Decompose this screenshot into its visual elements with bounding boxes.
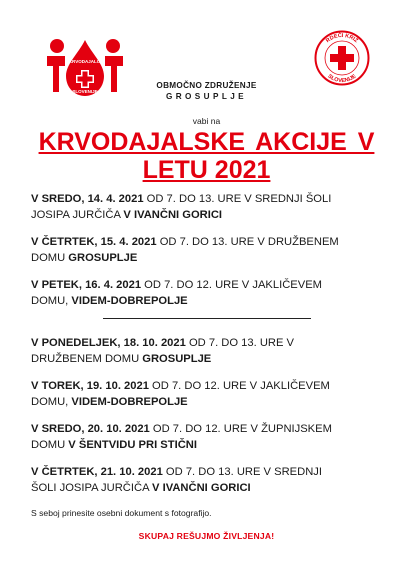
event-location: GROSUPLJE — [142, 353, 212, 365]
event-location: V IVANČNI GORICI — [123, 209, 223, 221]
page-title-line1: KRVODAJALSKE AKCIJE V — [38, 128, 375, 156]
left-logo-text-top: KRVODAJALCI — [68, 59, 102, 64]
event-location: V IVANČNI GORICI — [152, 482, 251, 494]
event-date: V PONEDELJEK, 18. 10. 2021 — [31, 337, 186, 349]
event-date: V SREDO, 20. 10. 2021 — [31, 423, 150, 435]
event-place: DRUŽBENEM DOMU — [31, 353, 143, 365]
invite-text: vabi na — [192, 116, 221, 126]
event-date: V ČETRTEK, 15. 4. 2021 — [31, 236, 157, 248]
event-entry — [31, 378, 391, 410]
org-location: GROSUPLJE — [165, 92, 248, 101]
event-place: DOMU — [31, 252, 69, 264]
event-place: JOSIPA JURČIČA — [31, 209, 124, 221]
event-place: DOMU, — [31, 396, 72, 408]
event-place: DOMU, — [31, 295, 72, 307]
event-time: OD 7. DO 13. URE V DRUŽBENEM — [156, 236, 339, 248]
event-location: VIDEM-DOBREPOLJE — [71, 295, 188, 307]
red-cross-slovenia-logo — [314, 30, 370, 86]
event-time: OD 7. DO 12. URE V JAKLIČEVEM — [148, 380, 330, 392]
event-location: VIDEM-DOBREPOLJE — [71, 396, 188, 408]
right-logo-text-top: RDEČI KRIŽ — [325, 32, 359, 45]
event-time: OD 7. DO 13. URE V SREDNJI ŠOLI — [143, 193, 332, 205]
event-time: OD 7. DO 13. URE V — [185, 337, 295, 349]
event-place: ŠOLI JOSIPA JURČIČA — [31, 482, 153, 494]
event-entry — [31, 335, 391, 367]
page-title-line2: LETU 2021 — [142, 156, 271, 184]
event-entry — [31, 421, 391, 453]
event-entry — [31, 191, 391, 223]
event-place: DOMU — [31, 439, 69, 451]
org-name: OBMOČNO ZDRUŽENJE — [156, 81, 257, 90]
event-entry — [31, 464, 391, 496]
left-logo-text-bottom: SLOVENIJE — [72, 89, 98, 94]
divider — [103, 318, 311, 319]
event-date: V SREDO, 14. 4. 2021 — [31, 193, 144, 205]
event-date: V PETEK, 16. 4. 2021 — [31, 279, 142, 291]
id-note: S seboj prinesite osebni dokument s fotografijo. — [31, 508, 212, 518]
right-logo-text-bottom: SLOVENIJE — [326, 73, 358, 85]
event-time: OD 7. DO 12. URE V JAKLIČEVEM — [141, 279, 322, 291]
event-location: V ŠENTVIDU PRI STIČNI — [68, 439, 197, 451]
event-time: OD 7. DO 13. URE V SREDNJI — [162, 466, 322, 478]
event-time: OD 7. DO 12. URE V ŽUPNIJSKEM — [149, 423, 332, 435]
event-date: V ČETRTEK, 21. 10. 2021 — [31, 466, 163, 478]
event-entry — [31, 234, 391, 266]
event-location: GROSUPLJE — [68, 252, 138, 264]
event-entry — [31, 277, 391, 309]
slogan: SKUPAJ REŠUJMO ŽIVLJENJA! — [138, 531, 275, 541]
event-date: V TOREK, 19. 10. 2021 — [31, 380, 149, 392]
